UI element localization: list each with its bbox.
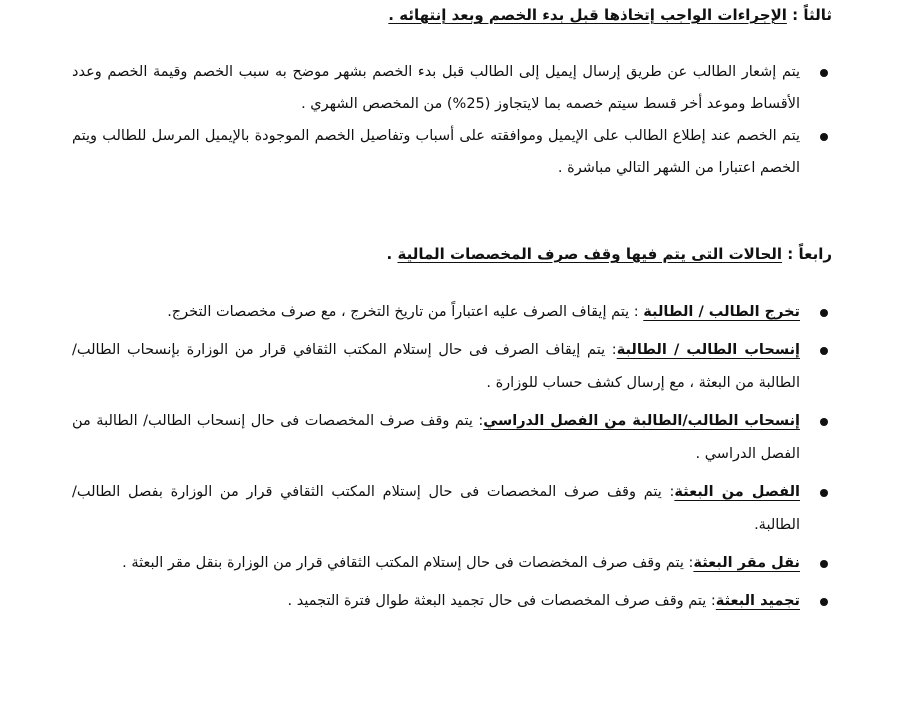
bullet-icon — [820, 69, 828, 77]
list-item — [72, 334, 832, 400]
item-text: يتم إشعار الطالب عن طريق إرسال إيميل إلى الطالب قبل بدء الخصم بشهر موضح به سبب الخصم وقيمة الخصم وعدد الأقساط وموعد أخر قسط سيتم خصمه بما لايتجاوز (25%) من المخصص الشهري . — [72, 64, 800, 112]
list-item — [72, 476, 832, 542]
section-4-suffix: . — [386, 245, 398, 263]
section-3-number: ثالثاً : — [786, 6, 832, 24]
list-item — [72, 585, 832, 618]
item-term: تخرج الطالب / الطالبة — [643, 304, 800, 320]
item-term: الفصل من البعثة — [674, 484, 801, 500]
item-term: نقل مقر البعثة — [693, 555, 800, 571]
item-term: إنسحاب الطالب/الطالبة من الفصل الدراسي — [483, 413, 800, 429]
item-text: : يتم وقف صرف المخصصات فى حال إستلام المكتب الثقافي قرار من الوزارة بفصل الطالب/ الطالبة. — [72, 484, 800, 533]
bullet-icon — [820, 347, 828, 355]
item-text: : يتم وقف صرف المخصصات فى حال تجميد البعثة طوال فترة التجميد . — [287, 593, 716, 609]
section-4-list — [72, 296, 832, 623]
list-item — [72, 56, 832, 120]
list-item — [72, 405, 832, 471]
item-term: إنسحاب الطالب / الطالبة — [616, 342, 800, 358]
section-4-number: رابعاً : — [782, 245, 832, 263]
item-text: : يتم إيقاف الصرف عليه اعتباراً من تاريخ التخرج ، مع صرف مخصصات التخرج. — [167, 304, 644, 320]
section-4-heading — [387, 243, 832, 265]
bullet-icon — [820, 418, 828, 426]
bullet-icon — [820, 133, 828, 141]
section-4-title: الحالات التى يتم فيها وقف صرف المخصصات المالية — [397, 245, 783, 263]
list-item — [72, 547, 832, 580]
bullet-icon — [820, 598, 828, 606]
item-text: : يتم وقف صرف المخصصات فى حال إنسحاب الطالب/ الطالبة من الفصل الدراسي . — [72, 413, 800, 462]
section-3-heading — [388, 4, 832, 26]
section-3-list — [72, 56, 832, 184]
list-item — [72, 120, 832, 184]
bullet-icon — [820, 489, 828, 497]
list-item — [72, 296, 832, 329]
section-3-title: الإجراءات الواجب إتخاذها قبل بدء الخصم وبعد إنتهائه . — [388, 6, 787, 24]
item-text: : يتم وقف صرف المخضصات فى حال إستلام المكتب الثقافي قرار من الوزارة بنقل مقر البعثة . — [122, 555, 694, 571]
item-text: يتم الخصم عند إطلاع الطالب على الإيميل وموافقته على أسباب وتفاصيل الخصم الموجودة بالإيميل المرسل للطالب ويتم الخصم اعتبارا من الشهر التالي مباشرة . — [72, 128, 800, 176]
bullet-icon — [820, 309, 828, 317]
item-term: تجميد البعثة — [715, 593, 800, 609]
item-text: : يتم إيقاف الصرف فى حال إستلام المكتب الثقافي قرار من الوزارة بإنسحاب الطالب/الطالبة من البعثة ، مع إرسال كشف حساب للوزارة . — [72, 342, 800, 391]
bullet-icon — [820, 560, 828, 568]
